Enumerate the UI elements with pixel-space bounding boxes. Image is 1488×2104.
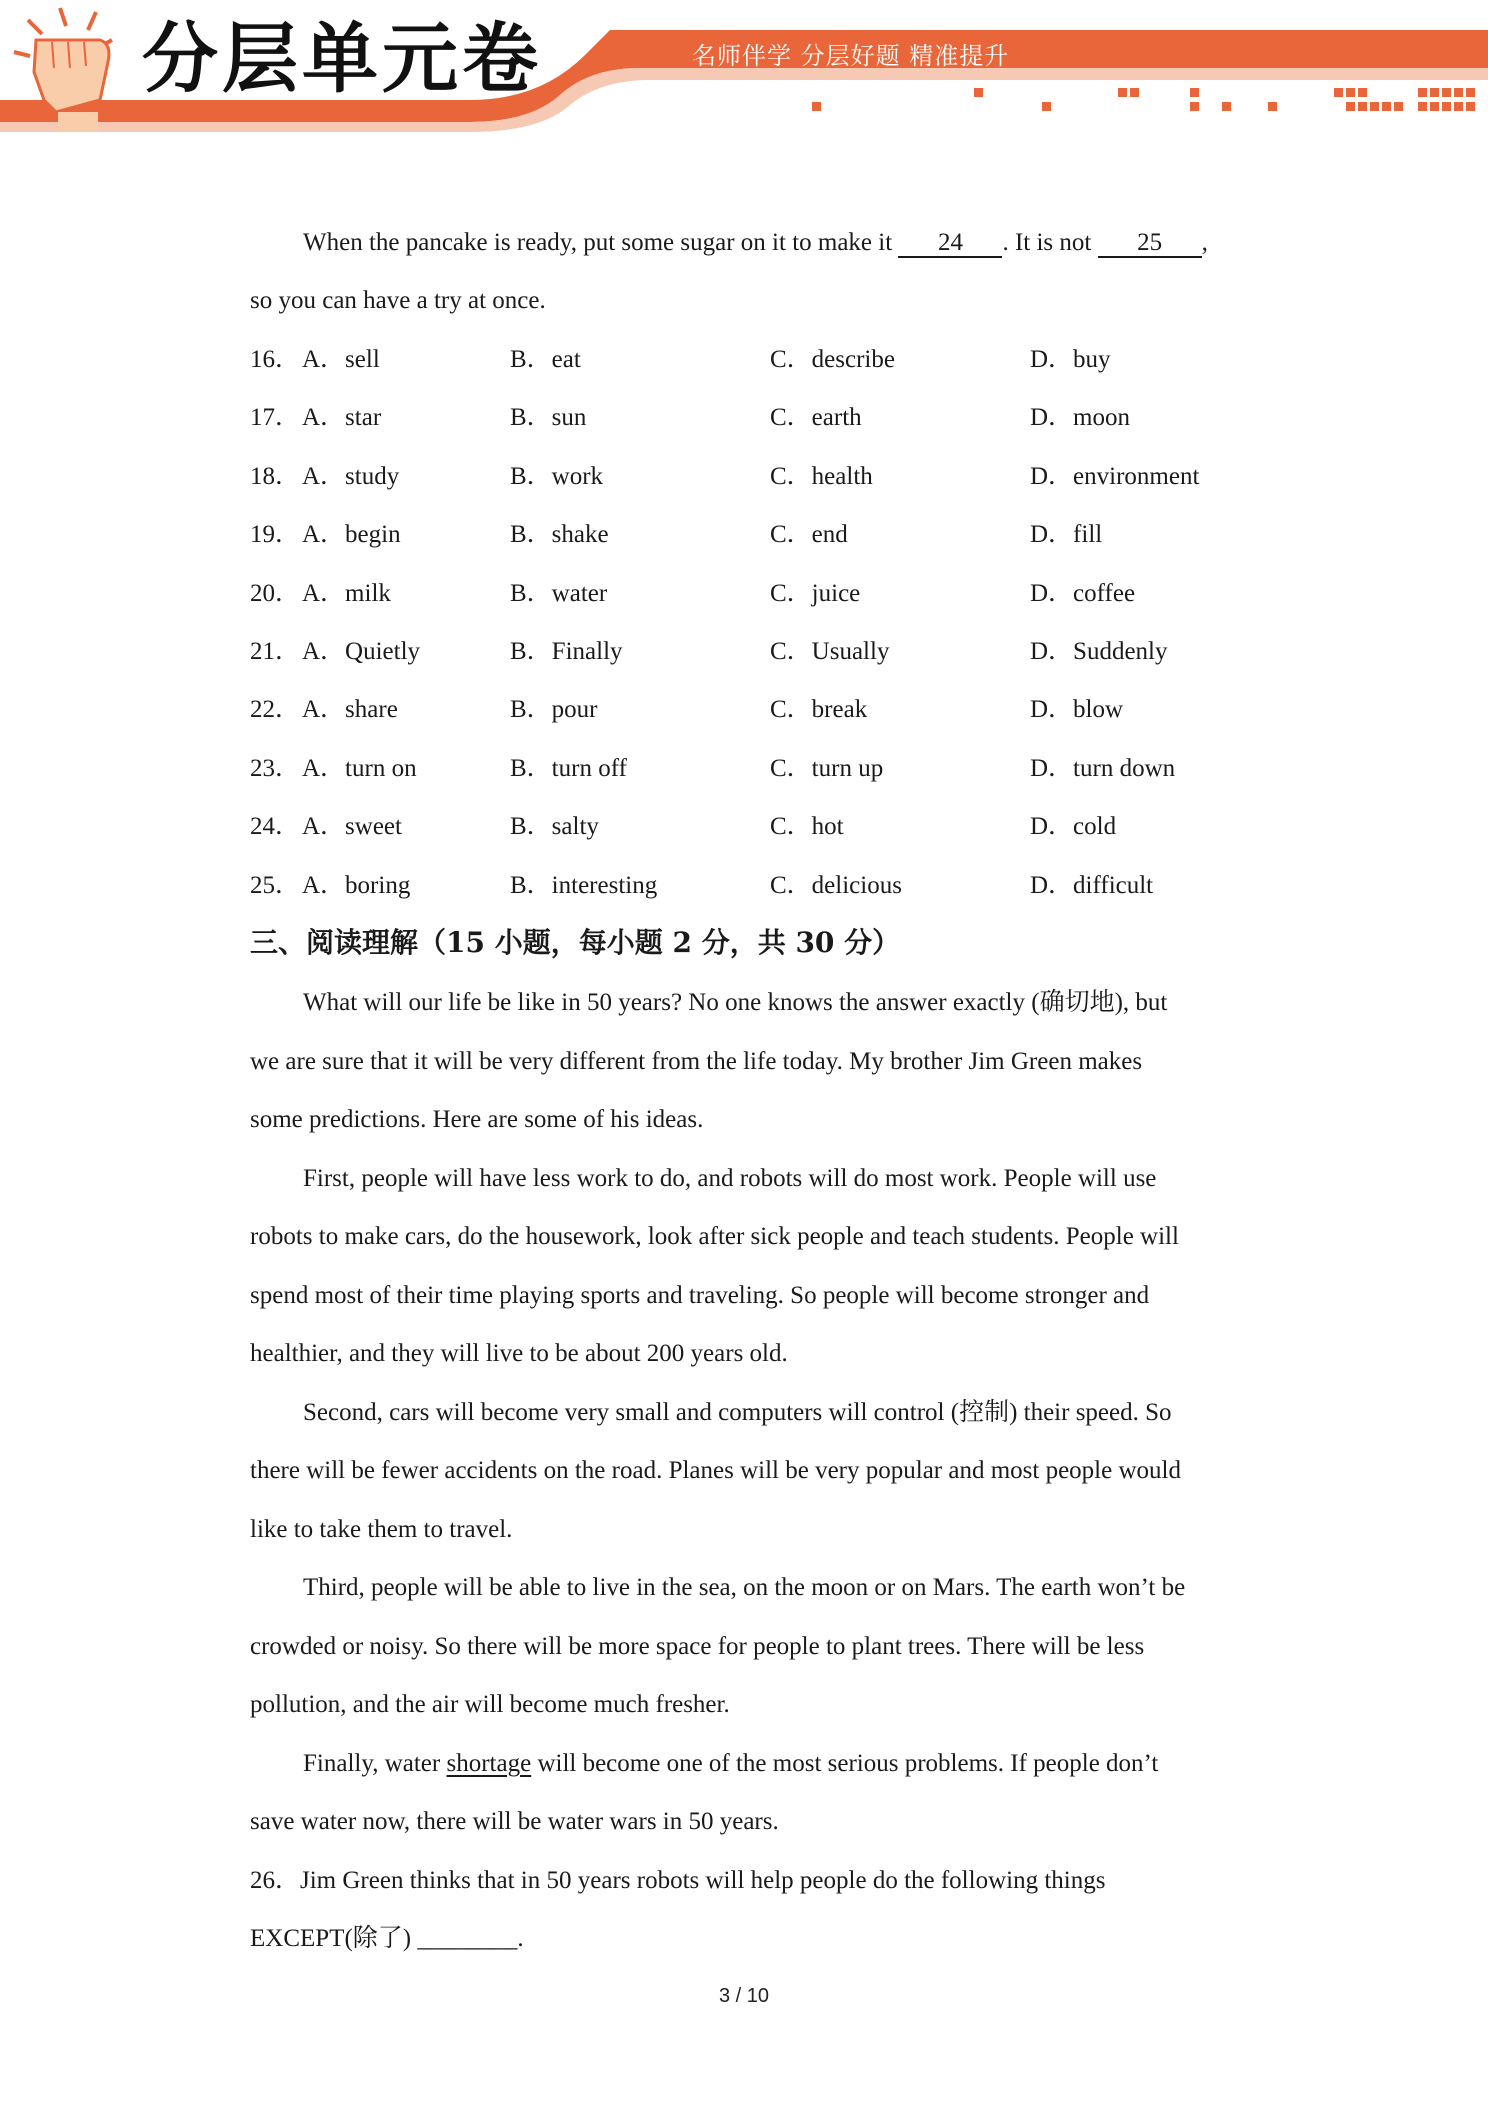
text-run: will become one of the most serious problems. If people don’t xyxy=(531,1750,1159,1777)
option-a: A．share xyxy=(302,696,398,724)
option-row xyxy=(250,403,1250,433)
option-d: D．blow xyxy=(1030,696,1124,724)
passage-intro-line xyxy=(303,228,1208,258)
option-b: B．work xyxy=(510,462,604,490)
underlined-word: shortage xyxy=(446,1750,532,1777)
option-a: A．begin xyxy=(302,521,401,549)
paragraph-line: we are sure that it will be very different from the life today. My brother Jim Green makes xyxy=(250,1048,1143,1075)
option-row xyxy=(250,345,1250,375)
option-b: B．turn off xyxy=(510,754,627,782)
paragraph-line xyxy=(303,1749,1158,1779)
option-a: A．Quietly xyxy=(302,638,421,665)
question-number: 17． xyxy=(250,404,301,432)
option-c: C．hot xyxy=(770,813,844,841)
option-d: D．fill xyxy=(1030,521,1103,549)
question-number: 24． xyxy=(250,813,301,841)
text-run: , xyxy=(1201,229,1208,256)
passage-intro-line: so you can have a try at once. xyxy=(250,287,546,314)
option-row xyxy=(250,579,1250,609)
option-b: B．shake xyxy=(510,521,609,549)
text-run: When the pancake is ready, put some sugar on it to make it xyxy=(303,229,899,256)
question-number: 23． xyxy=(250,754,301,782)
paragraph-line: Second, cars will become very small and computers will control (控制) their speed. So xyxy=(303,1399,1172,1426)
option-row xyxy=(250,754,1250,784)
option-row xyxy=(250,462,1250,492)
header-slogan: 名师伴学 分层好题 精准提升 xyxy=(692,42,1010,70)
option-d: D．cold xyxy=(1030,813,1117,841)
option-a: A．sell xyxy=(302,346,380,373)
option-b: B．water xyxy=(510,579,608,607)
option-b: B．interesting xyxy=(510,871,658,899)
paragraph-line: robots to make cars, do the housework, look after sick people and teach students. People will xyxy=(250,1223,1179,1250)
question-26-stem: EXCEPT(除了) ________. xyxy=(250,1925,524,1952)
option-d: D．difficult xyxy=(1030,871,1154,899)
option-row xyxy=(250,871,1250,901)
option-b: B．pour xyxy=(510,696,598,724)
option-a: A．study xyxy=(302,462,400,490)
option-a: A．boring xyxy=(302,871,411,899)
option-d: D．buy xyxy=(1030,346,1111,373)
blank-24: 24 xyxy=(898,230,1002,258)
question-number: 18． xyxy=(250,462,301,490)
question-number: 25． xyxy=(250,871,301,899)
option-row xyxy=(250,812,1250,842)
brand-title: 分层单元卷 xyxy=(142,14,542,103)
option-d: D．moon xyxy=(1030,404,1131,432)
paragraph-line: What will our life be like in 50 years? No one knows the answer exactly (确切地), but xyxy=(303,989,1168,1016)
option-b: B．salty xyxy=(510,813,599,841)
option-c: C．describe xyxy=(770,346,895,373)
option-c: C．turn up xyxy=(770,754,884,782)
option-a: A．sweet xyxy=(302,813,402,841)
paragraph-line: like to take them to travel. xyxy=(250,1516,513,1543)
option-a: A．milk xyxy=(302,579,391,607)
paragraph-line: some predictions. Here are some of his ideas. xyxy=(250,1106,704,1133)
option-c: C．health xyxy=(770,462,873,490)
blank-25: 25 xyxy=(1098,230,1202,258)
paragraph-line: pollution, and the air will become much fresher. xyxy=(250,1691,730,1718)
text-run: . It is not xyxy=(1002,229,1098,256)
text-run: Finally, water xyxy=(303,1750,447,1777)
option-d: D．turn down xyxy=(1030,754,1176,782)
page-header xyxy=(0,0,1488,140)
option-b: B．Finally xyxy=(510,638,623,665)
option-row xyxy=(250,520,1250,550)
paragraph-line: save water now, there will be water wars in 50 years. xyxy=(250,1808,779,1835)
option-c: C．Usually xyxy=(770,638,890,665)
paragraph-line: First, people will have less work to do, and robots will do most work. People will use xyxy=(303,1165,1157,1192)
decor-squares xyxy=(812,88,1475,111)
option-d: D．Suddenly xyxy=(1030,638,1168,665)
paragraph-line: healthier, and they will live to be about 200 years old. xyxy=(250,1340,788,1367)
question-number: 16． xyxy=(250,346,301,373)
option-row xyxy=(250,695,1250,725)
paragraph-line: spend most of their time playing sports and traveling. So people will become stronger and xyxy=(250,1282,1150,1309)
question-number: 22． xyxy=(250,696,301,724)
option-c: C．end xyxy=(770,521,848,549)
question-number: 21． xyxy=(250,638,301,665)
paragraph-line: crowded or noisy. So there will be more space for people to plant trees. There will be less xyxy=(250,1633,1145,1660)
paragraph-line: there will be fewer accidents on the road. Planes will be very popular and most people would xyxy=(250,1457,1181,1484)
option-d: D．environment xyxy=(1030,462,1200,490)
option-b: B．sun xyxy=(510,404,587,432)
option-c: C．earth xyxy=(770,404,862,432)
paragraph-line: Third, people will be able to live in the sea, on the moon or on Mars. The earth won’t be xyxy=(303,1574,1186,1601)
option-a: A．turn on xyxy=(302,754,417,782)
question-number: 20． xyxy=(250,579,301,607)
option-d: D．coffee xyxy=(1030,579,1136,607)
option-c: C．juice xyxy=(770,579,861,607)
option-row xyxy=(250,637,1250,667)
question-number: 19． xyxy=(250,521,301,549)
section-title: 三、阅读理解（15 小题，每小题 2 分，共 30 分） xyxy=(250,926,901,959)
question-26-stem: 26．Jim Green thinks that in 50 years robots will help people do the following things xyxy=(250,1867,1106,1894)
option-b: B．eat xyxy=(510,346,581,373)
option-c: C．delicious xyxy=(770,871,902,899)
option-a: A．star xyxy=(302,404,382,432)
page-number: 3 / 10 xyxy=(718,1985,770,2007)
option-c: C．break xyxy=(770,696,868,724)
